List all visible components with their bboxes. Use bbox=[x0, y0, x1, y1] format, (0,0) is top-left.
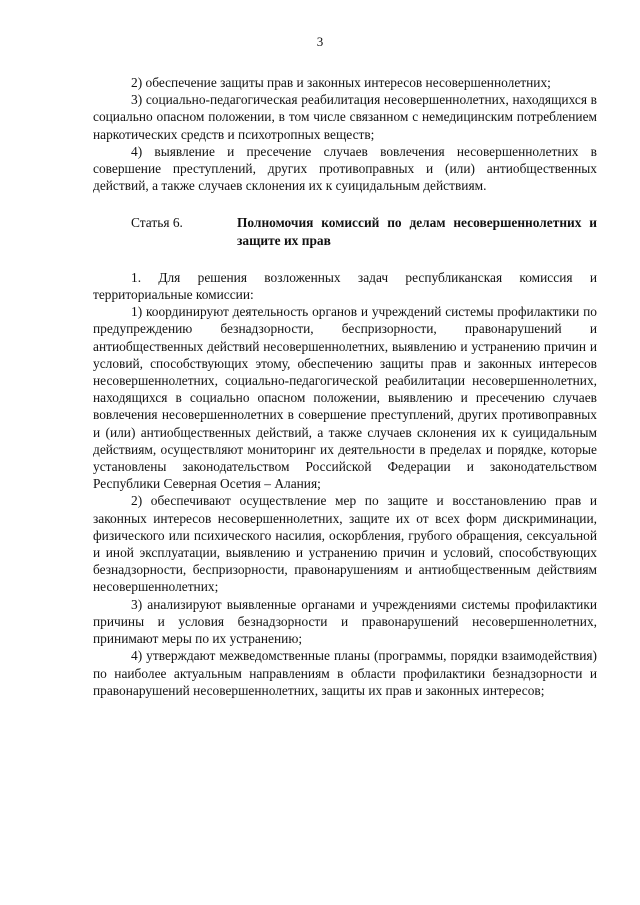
document-body bbox=[93, 74, 597, 699]
list-item-3: 3) социально-педагогическая реабилитация несовершеннолетних, находящихся в социально опасном положении, в том числе связанном с немедицинским потреблением наркотических средств и психотропных веществ; bbox=[93, 92, 597, 142]
article-heading bbox=[93, 214, 597, 248]
list-item-4: 4) выявление и пресечение случаев вовлечения несовершеннолетних в совершение преступлений, других противоправных и (или) антиобщественных действий, а также случаев склонения их к суицидальным действиям. bbox=[93, 143, 597, 194]
article-label: Статья 6. bbox=[131, 215, 183, 231]
page-number: 3 bbox=[316, 34, 324, 49]
paragraph-intro: 1. Для решения возложенных задач республиканская комиссия и территориальные комиссии: bbox=[93, 269, 597, 303]
paragraph-item-1: 1) координируют деятельность органов и учреждений системы профилактики по предупреждению безнадзорности, беспризорности, правонарушений и антиобщественных действий несовершеннолетних, выявлению и устранению причин и условий, способствующих этому, обеспечению защиты прав и законных интересов несовершеннолетних, социально-педагогической реабилитации несовершеннолетних, находящихся в социально опасном положении, выявлению и пресечению случаев вовлечения несовершеннолетних в совершение преступлений, других противоправных и (или) антиобщественных действий, а также случаев склонения их к суицидальным действиям, осуществляют мониторинг их деятельности в пределах и порядке, которые установлены законодательством Российской Федерации и законодательством Республики Северная Осетия – Алания; bbox=[93, 304, 597, 492]
paragraph-item-4: 4) утверждают межведомственные планы (программы, порядки взаимодействия) по наиболее актуальным направлениям в области профилактики безнадзорности и правонарушений несовершеннолетних, защиты их прав и законных интересов; bbox=[93, 648, 597, 698]
article-title: Полномочия комиссий по делам несовершеннолетних и защите их прав bbox=[237, 215, 597, 248]
list-item-2: 2) обеспечение защиты прав и законных интересов несовершеннолетних; bbox=[131, 75, 551, 90]
paragraph-item-3: 3) анализируют выявленные органами и учреждениями системы профилактики причины и условия безнадзорности и правонарушений несовершеннолетних, принимают меры по их устранению; bbox=[93, 596, 597, 647]
paragraph-item-2: 2) обеспечивают осуществление мер по защите и восстановлению прав и законных интересов несовершеннолетних, защите их от всех форм дискриминации, физического или психического насилия, оскорбления, грубого обращения, сексуальной и иной эксплуатации, выявлению и устранению причин и условий, способствующих безнадзорности, беспризорности, правонарушениям и антиобщественным действиям несовершеннолетних; bbox=[93, 493, 597, 595]
